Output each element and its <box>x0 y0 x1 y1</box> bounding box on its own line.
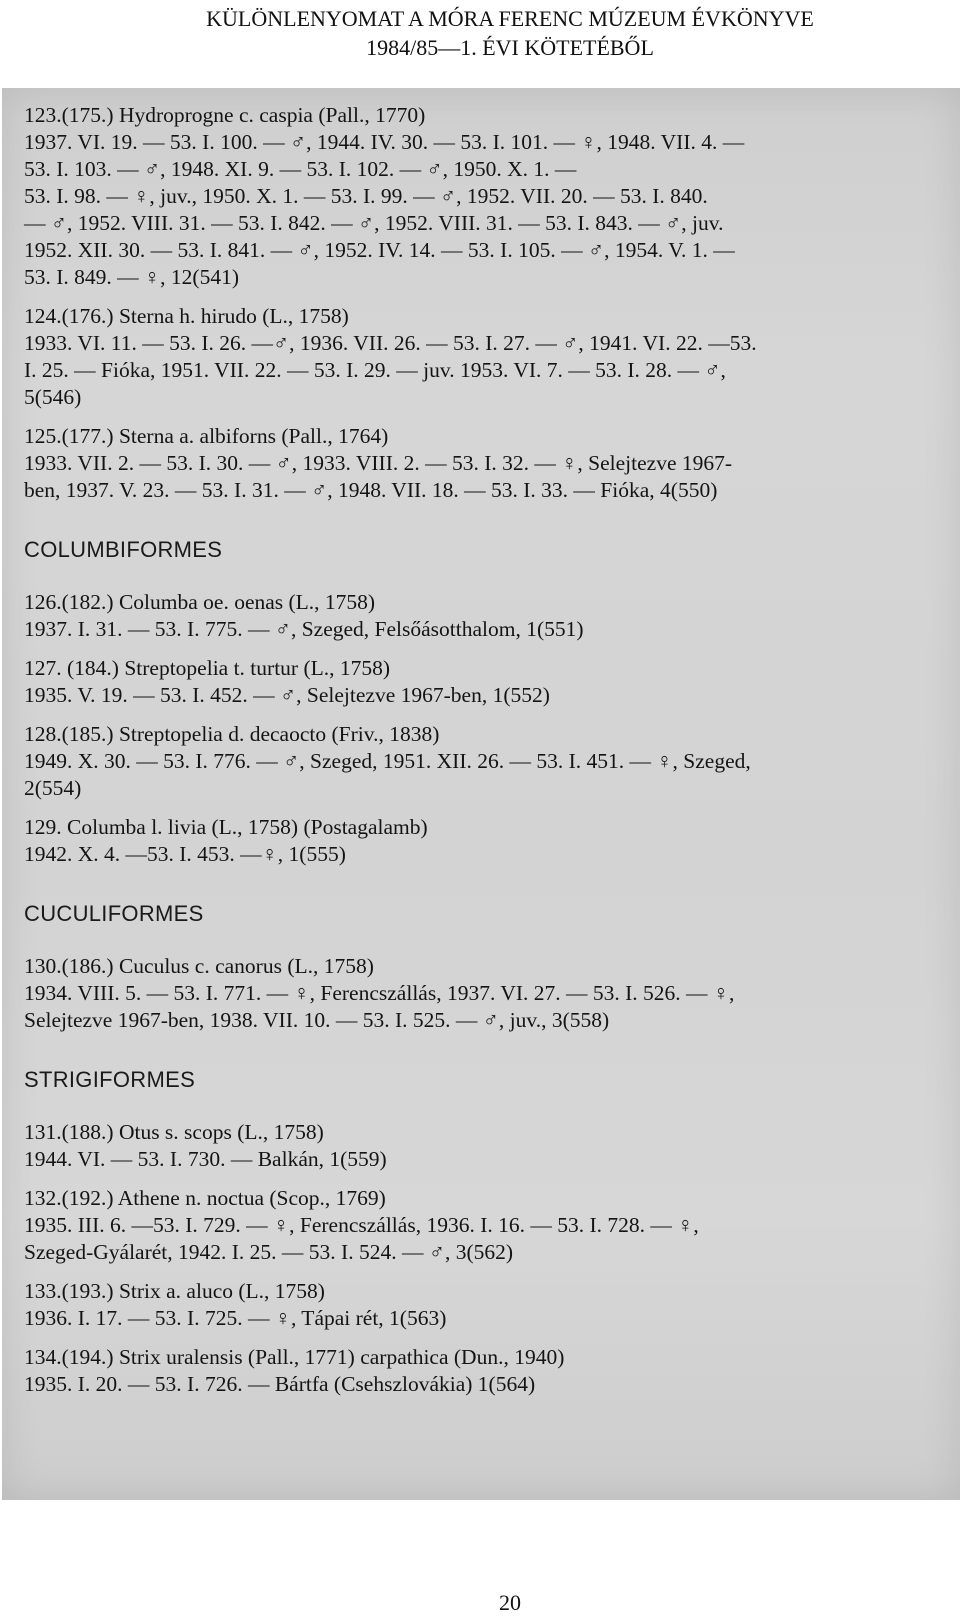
species-heading: 124.(176.) Sterna h. hirudo (L., 1758) <box>24 304 349 328</box>
species-entry <box>24 1119 954 1173</box>
ringing-record-line: 53. I. 849. — ♀, 12(541) <box>24 265 239 289</box>
page-number: 20 <box>499 1590 521 1615</box>
species-entry <box>24 102 954 291</box>
species-heading: 130.(186.) Cuculus c. canorus (L., 1758) <box>24 954 374 978</box>
ringing-record-line: 1935. III. 6. —53. I. 729. — ♀, Ferencszállás, 1936. I. 16. — 53. I. 728. — ♀, <box>24 1213 699 1237</box>
ringing-record-line: 1942. X. 4. —53. I. 453. —♀, 1(555) <box>24 842 346 866</box>
ringing-record-line: Selejtezve 1967-ben, 1938. VII. 10. — 53. I. 525. — ♂, juv., 3(558) <box>24 1008 610 1032</box>
section-title-columbiformes: COLUMBIFORMES <box>24 537 223 562</box>
species-entry <box>24 655 954 709</box>
section-title-strigiformes: STRIGIFORMES <box>24 1067 196 1092</box>
header-line-2: 1984/85—1. ÉVI KÖTETÉBŐL <box>366 35 654 60</box>
species-heading: 131.(188.) Otus s. scops (L., 1758) <box>24 1120 324 1144</box>
species-entry <box>24 1344 954 1398</box>
species-heading: 126.(182.) Columba oe. oenas (L., 1758) <box>24 590 376 614</box>
species-entry <box>24 814 954 868</box>
species-heading: 125.(177.) Sterna a. albiforns (Pall., 1764) <box>24 424 389 448</box>
page-header <box>0 4 960 62</box>
ringing-record-line: 1949. X. 30. — 53. I. 776. — ♂, Szeged, 1951. XII. 26. — 53. I. 451. — ♀, Szeged, <box>24 749 751 773</box>
ringing-record-line: 5(546) <box>24 385 82 409</box>
species-heading: 129. Columba l. livia (L., 1758) (Postagalamb) <box>24 815 428 839</box>
species-heading: 133.(193.) Strix a. aluco (L., 1758) <box>24 1279 325 1303</box>
ringing-record-line: — ♂, 1952. VIII. 31. — 53. I. 842. — ♂, 1952. VIII. 31. — 53. I. 843. — ♂, juv. <box>24 211 724 235</box>
ringing-record-line: 53. I. 103. — ♂, 1948. XI. 9. — 53. I. 102. — ♂, 1950. X. 1. — <box>24 157 577 181</box>
ringing-record-line: 1933. VI. 11. — 53. I. 26. —♂, 1936. VII. 26. — 53. I. 27. — ♂, 1941. VI. 22. —53. <box>24 331 757 355</box>
scanned-page <box>2 88 960 1500</box>
ringing-record-line: 1935. V. 19. — 53. I. 452. — ♂, Selejtezve 1967-ben, 1(552) <box>24 683 550 707</box>
ringing-record-line: 1936. I. 17. — 53. I. 725. — ♀, Tápai rét, 1(563) <box>24 1306 447 1330</box>
ringing-record-line: 1935. I. 20. — 53. I. 726. — Bártfa (Csehszlovákia) 1(564) <box>24 1372 536 1396</box>
ringing-record-line: 1933. VII. 2. — 53. I. 30. — ♂, 1933. VIII. 2. — 53. I. 32. — ♀, Selejtezve 1967- <box>24 451 733 475</box>
species-heading: 127. (184.) Streptopelia t. turtur (L., 1758) <box>24 656 391 680</box>
species-heading: 123.(175.) Hydroprogne c. caspia (Pall., 1770) <box>24 103 426 127</box>
entries-group-1 <box>24 102 954 504</box>
ringing-record-line: 2(554) <box>24 776 82 800</box>
header-line-1: KÜLÖNLENYOMAT A MÓRA FERENC MÚZEUM ÉVKÖNYVE <box>206 6 814 31</box>
ringing-record-line: 1952. XII. 30. — 53. I. 841. — ♂, 1952. IV. 14. — 53. I. 105. — ♂, 1954. V. 1. — <box>24 238 735 262</box>
entries-group-3 <box>24 953 954 1034</box>
species-entry <box>24 721 954 802</box>
ringing-record-line: 53. I. 98. — ♀, juv., 1950. X. 1. — 53. I. 99. — ♂, 1952. VII. 20. — 53. I. 840. <box>24 184 708 208</box>
species-heading: 132.(192.) Athene n. noctua (Scop., 1769) <box>24 1186 386 1210</box>
species-heading: 134.(194.) Strix uralensis (Pall., 1771) carpathica (Dun., 1940) <box>24 1345 565 1369</box>
ringing-record-line: Szeged-Gyálarét, 1942. I. 25. — 53. I. 524. — ♂, 3(562) <box>24 1240 514 1264</box>
species-entry <box>24 423 954 504</box>
species-entry <box>24 589 954 643</box>
ringing-record-line: 1944. VI. — 53. I. 730. — Balkán, 1(559) <box>24 1147 387 1171</box>
ringing-record-line: 1937. I. 31. — 53. I. 775. — ♂, Szeged, Felsőásotthalom, 1(551) <box>24 617 584 641</box>
ringing-record-line: I. 25. — Fióka, 1951. VII. 22. — 53. I. 29. — juv. 1953. VI. 7. — 53. I. 28. — ♂, <box>24 358 726 382</box>
species-entry <box>24 1185 954 1266</box>
scan-content <box>24 102 954 1410</box>
entries-group-2 <box>24 589 954 868</box>
species-heading: 128.(185.) Streptopelia d. decaocto (Friv., 1838) <box>24 722 440 746</box>
entries-group-4 <box>24 1119 954 1398</box>
ringing-record-line: 1937. VI. 19. — 53. I. 100. — ♂, 1944. IV. 30. — 53. I. 101. — ♀, 1948. VII. 4. — <box>24 130 745 154</box>
species-entry <box>24 1278 954 1332</box>
species-entry <box>24 953 954 1034</box>
ringing-record-line: ben, 1937. V. 23. — 53. I. 31. — ♂, 1948. VII. 18. — 53. I. 33. — Fióka, 4(550) <box>24 478 718 502</box>
ringing-record-line: 1934. VIII. 5. — 53. I. 771. — ♀, Ferencszállás, 1937. VI. 27. — 53. I. 526. — ♀, <box>24 981 735 1005</box>
section-title-cuculiformes: CUCULIFORMES <box>24 901 204 926</box>
species-entry <box>24 303 954 411</box>
